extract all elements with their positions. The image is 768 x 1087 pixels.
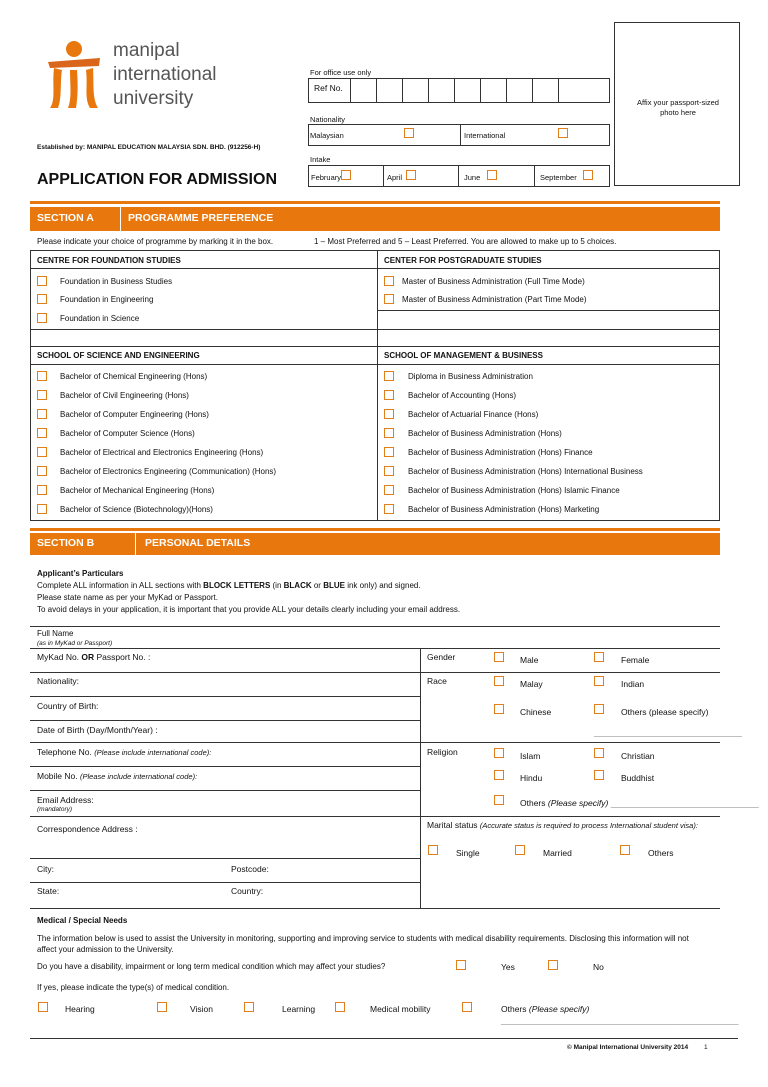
postgrad-heading: CENTER FOR POSTGRADUATE STUDIES: [384, 256, 542, 265]
postgrad-programme-label: Master of Business Administration (Part Time Mode): [402, 295, 587, 304]
management-programme-label: Bachelor of Business Administration (Hons): [408, 429, 562, 438]
medical-heading: Medical / Special Needs: [37, 916, 128, 925]
section-a-code: SECTION A: [37, 212, 94, 224]
indian-checkbox[interactable]: [594, 676, 604, 686]
management-programme-label: Bachelor of Business Administration (Hons) International Business: [408, 467, 643, 476]
state-field[interactable]: [60, 884, 225, 904]
full-name-sublabel: (as in MyKad or Passport): [37, 640, 113, 647]
science-programme-label: Bachelor of Science (Biotechnology)(Hons): [60, 505, 213, 514]
science-programme-checkbox[interactable]: [37, 485, 47, 495]
christian-label: Christian: [621, 751, 655, 761]
malaysian-label: Malaysian: [310, 131, 344, 140]
section-a-instruction-2: 1 – Most Preferred and 5 – Least Preferred. You are allowed to make up to 5 choices.: [314, 237, 617, 246]
correspondence-field[interactable]: [150, 818, 415, 856]
intake-label: Intake: [310, 155, 331, 164]
section-b-bar: [30, 533, 720, 555]
management-heading: SCHOOL OF MANAGEMENT & BUSINESS: [384, 351, 543, 360]
logo-text-2: international: [113, 64, 217, 85]
management-programme-label: Bachelor of Business Administration (Hons) Finance: [408, 448, 593, 457]
science-programme-checkbox[interactable]: [37, 371, 47, 381]
science-programme-checkbox[interactable]: [37, 409, 47, 419]
foundation-heading: CENTRE FOR FOUNDATION STUDIES: [37, 256, 181, 265]
particulars-line-1: Complete ALL information in ALL sections with BLOCK LETTERS (in BLACK or BLUE ink only) and signed.: [37, 581, 421, 590]
vision-checkbox[interactable]: [157, 1002, 167, 1012]
office-use-label: For office use only: [310, 68, 372, 77]
june-checkbox[interactable]: [487, 170, 497, 180]
others-religion-checkbox[interactable]: [494, 795, 504, 805]
science-programme-checkbox[interactable]: [37, 428, 47, 438]
international-label: International: [464, 131, 506, 140]
ref-no-field[interactable]: [350, 78, 608, 103]
state-label: State:: [37, 886, 60, 896]
science-programme-checkbox[interactable]: [37, 466, 47, 476]
management-programme-checkbox[interactable]: [384, 371, 394, 381]
malaysian-checkbox[interactable]: [404, 128, 414, 138]
footer-copyright: © Manipal International University 2014: [567, 1044, 689, 1051]
country-of-birth-field[interactable]: [120, 698, 415, 718]
hearing-label: Hearing: [65, 1004, 95, 1014]
april-checkbox[interactable]: [406, 170, 416, 180]
chinese-label: Chinese: [520, 707, 552, 717]
country-label: Country:: [231, 886, 264, 896]
medical-text-2: affect your admission to the University.: [37, 945, 174, 954]
february-label: February: [311, 173, 342, 182]
postcode-field[interactable]: [275, 860, 415, 880]
dob-field[interactable]: [170, 722, 415, 740]
management-programme-checkbox[interactable]: [384, 504, 394, 514]
correspondence-label: Correspondence Address :: [37, 824, 138, 834]
science-heading: SCHOOL OF SCIENCE AND ENGINEERING: [37, 351, 200, 360]
nationality-field[interactable]: [120, 674, 415, 694]
postcode-label: Postcode:: [231, 864, 269, 874]
established-text: Established by: MANIPAL EDUCATION MALAYSIA SDN. BHD. (912256-H): [37, 144, 261, 151]
learning-checkbox[interactable]: [244, 1002, 254, 1012]
september-checkbox[interactable]: [583, 170, 593, 180]
photo-instruction: Affix your passport-sized photo here: [637, 98, 719, 117]
islam-checkbox[interactable]: [494, 748, 504, 758]
mykad-label: MyKad No. OR Passport No. :: [37, 652, 151, 662]
others-medical-blank[interactable]: _____________________________________________________________: [501, 1018, 739, 1025]
programme-table: [30, 250, 720, 521]
management-programme-label: Bachelor of Actuarial Finance (Hons): [408, 410, 539, 419]
married-checkbox[interactable]: [515, 845, 525, 855]
christian-checkbox[interactable]: [594, 748, 604, 758]
married-label: Married: [543, 848, 572, 858]
particulars-heading: Applicant’s Particulars: [37, 569, 124, 578]
particulars-line-3: To avoid delays in your application, it is important that you provide ALL your details clearly including your email address.: [37, 605, 461, 614]
others-race-label: Others (please specify): [621, 707, 709, 717]
telephone-label: Telephone No. (Please include international code):: [37, 747, 212, 757]
international-checkbox[interactable]: [558, 128, 568, 138]
mobile-label: Mobile No. (Please include international code):: [37, 771, 198, 781]
logo-text-1: manipal: [113, 40, 180, 61]
management-programme-checkbox[interactable]: [384, 428, 394, 438]
science-programme-label: Bachelor of Electronics Engineering (Communication) (Hons): [60, 467, 277, 476]
marital-label: Marital status (Accurate status is required to process International student visa):: [427, 820, 698, 830]
management-programme-label: Bachelor of Business Administration (Hons) Marketing: [408, 505, 600, 514]
female-checkbox[interactable]: [594, 652, 604, 662]
management-programme-label: Bachelor of Business Administration (Hons) Islamic Finance: [408, 486, 620, 495]
race-label: Race: [427, 676, 447, 686]
religion-label: Religion: [427, 747, 458, 757]
hindu-checkbox[interactable]: [494, 770, 504, 780]
page-number: 1: [704, 1044, 708, 1051]
malay-checkbox[interactable]: [494, 676, 504, 686]
science-programme-checkbox[interactable]: [37, 504, 47, 514]
hearing-checkbox[interactable]: [38, 1002, 48, 1012]
april-label: April: [387, 173, 403, 182]
chinese-checkbox[interactable]: [494, 704, 504, 714]
others-marital-checkbox[interactable]: [620, 845, 630, 855]
city-field[interactable]: [60, 860, 225, 880]
june-label: June: [464, 173, 481, 182]
university-logo-icon: [44, 40, 106, 112]
science-programme-label: Bachelor of Computer Engineering (Hons): [60, 410, 209, 419]
medical-question: Do you have a disability, impairment or long term medical condition which may affect your studies?: [37, 962, 386, 971]
mobility-label: Medical mobility: [370, 1004, 431, 1014]
postgrad-programme-checkbox[interactable]: [384, 294, 394, 304]
country-field[interactable]: [275, 884, 415, 904]
february-checkbox[interactable]: [341, 170, 351, 180]
foundation-programme-checkbox[interactable]: [37, 294, 47, 304]
full-name-label: Full Name: [37, 629, 74, 638]
female-label: Female: [621, 655, 650, 665]
management-programme-checkbox[interactable]: [384, 466, 394, 476]
mykad-field[interactable]: [160, 650, 415, 670]
buddhist-label: Buddhist: [621, 773, 655, 783]
science-programme-label: Bachelor of Computer Science (Hons): [60, 429, 195, 438]
postgrad-programme-label: Master of Business Administration (Full Time Mode): [402, 277, 585, 286]
medical-yes-checkbox[interactable]: [456, 960, 466, 970]
indian-label: Indian: [621, 679, 645, 689]
medical-no-checkbox[interactable]: [548, 960, 558, 970]
email-field[interactable]: [120, 792, 415, 814]
postgrad-programme-checkbox[interactable]: [384, 276, 394, 286]
medical-no-label: No: [593, 962, 604, 972]
foundation-programme-label: Foundation in Engineering: [60, 295, 154, 304]
foundation-programme-checkbox[interactable]: [37, 276, 47, 286]
science-programme-label: Bachelor of Chemical Engineering (Hons): [60, 372, 208, 381]
learning-label: Learning: [282, 1004, 316, 1014]
section-a-instruction: Please indicate your choice of programme by marking it in the box.: [37, 237, 274, 246]
management-programme-label: Diploma in Business Administration: [408, 372, 533, 381]
management-programme-checkbox[interactable]: [384, 485, 394, 495]
gender-label: Gender: [427, 652, 456, 662]
others-marital-label: Others: [648, 848, 674, 858]
others-race-checkbox[interactable]: [594, 704, 604, 714]
logo-text-3: university: [113, 88, 194, 109]
mobile-field[interactable]: [220, 768, 415, 788]
page-title: APPLICATION FOR ADMISSION: [37, 171, 277, 188]
telephone-field[interactable]: [220, 744, 415, 764]
others-medical-label: Others (Please specify): [501, 1004, 590, 1014]
medical-ifyes: If yes, please indicate the type(s) of medical condition.: [37, 983, 230, 992]
management-programme-checkbox[interactable]: [384, 390, 394, 400]
country-of-birth-label: Country of Birth:: [37, 701, 99, 711]
email-label: Email Address:: [37, 795, 94, 805]
male-checkbox[interactable]: [494, 652, 504, 662]
vision-label: Vision: [190, 1004, 213, 1014]
management-programme-label: Bachelor of Accounting (Hons): [408, 391, 517, 400]
buddhist-checkbox[interactable]: [594, 770, 604, 780]
section-b-title: PERSONAL DETAILS: [145, 537, 251, 549]
medical-text-1: The information below is used to assist the University in monitoring, supporting and improving service to students with medical disability requirements. Disclosing this information will not: [37, 934, 689, 943]
full-name-field[interactable]: [160, 628, 715, 646]
dob-label: Date of Birth (Day/Month/Year) :: [37, 725, 158, 735]
hindu-label: Hindu: [520, 773, 543, 783]
science-programme-checkbox[interactable]: [37, 447, 47, 457]
male-label: Male: [520, 655, 539, 665]
september-label: September: [540, 173, 577, 182]
others-race-blank[interactable]: ______________________________________: [594, 730, 742, 737]
science-programme-label: Bachelor of Mechanical Engineering (Hons): [60, 486, 215, 495]
management-programme-checkbox[interactable]: [384, 447, 394, 457]
email-sublabel: (mandatory): [37, 806, 73, 813]
science-programme-label: Bachelor of Civil Engineering (Hons): [60, 391, 189, 400]
single-checkbox[interactable]: [428, 845, 438, 855]
foundation-programme-checkbox[interactable]: [37, 313, 47, 323]
ref-no-label: Ref No.: [314, 83, 343, 93]
others-religion-label: Others (Please specify) ______________________________________: [520, 798, 759, 808]
section-b-code: SECTION B: [37, 537, 95, 549]
section-a-title: PROGRAMME PREFERENCE: [128, 212, 274, 224]
single-label: Single: [456, 848, 480, 858]
nationality-label: Nationality:: [37, 676, 80, 686]
science-programme-checkbox[interactable]: [37, 390, 47, 400]
management-programme-checkbox[interactable]: [384, 409, 394, 419]
foundation-programme-label: Foundation in Business Studies: [60, 277, 173, 286]
others-medical-checkbox[interactable]: [462, 1002, 472, 1012]
mobility-checkbox[interactable]: [335, 1002, 345, 1012]
nationality-office-label: Nationality: [310, 115, 346, 124]
foundation-programme-label: Foundation in Science: [60, 314, 140, 323]
medical-yes-label: Yes: [501, 962, 515, 972]
science-programme-label: Bachelor of Electrical and Electronics Engineering (Hons): [60, 448, 264, 457]
city-label: City:: [37, 864, 54, 874]
malay-label: Malay: [520, 679, 543, 689]
particulars-line-2: Please state name as per your MyKad or Passport.: [37, 593, 218, 602]
islam-label: Islam: [520, 751, 541, 761]
